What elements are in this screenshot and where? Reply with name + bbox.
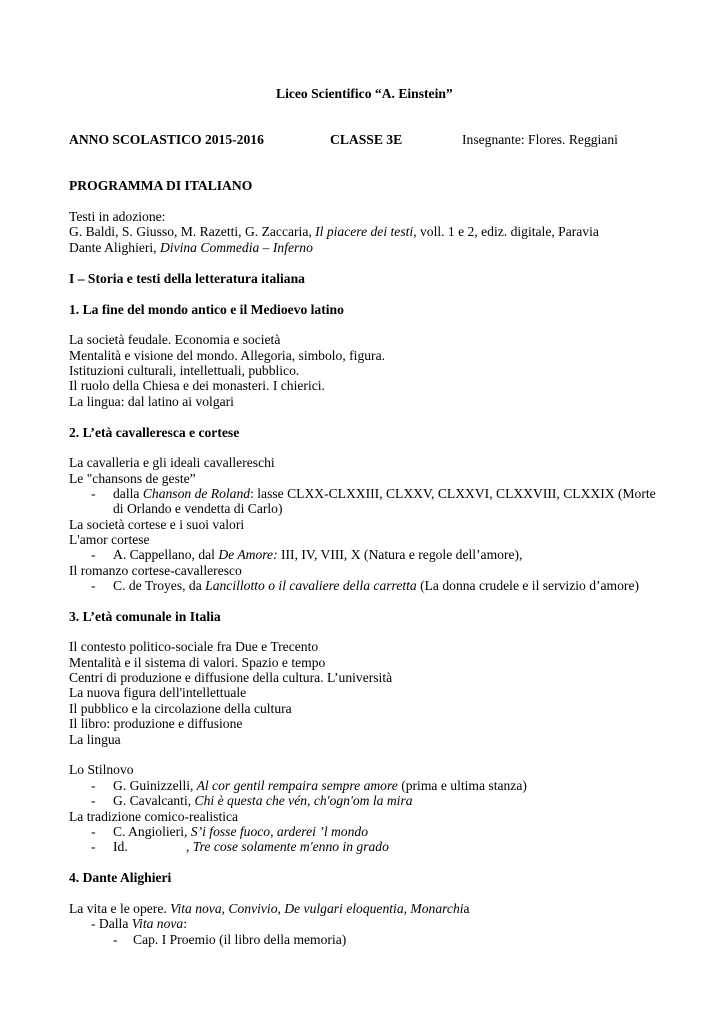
section-4-line: - Dalla Vita nova: <box>91 916 188 931</box>
section-2-line: Le "chansons de geste” <box>69 471 196 486</box>
bullet-item: A. Cappellano, dal De Amore: III, IV, VIII, X (Natura e regole dell’amore), <box>113 547 523 562</box>
bullet-item-continued: di Orlando e vendetta di Carlo) <box>113 501 283 516</box>
bullet-item: C. Angiolieri, S’i fosse fuoco, arderei ’l mondo <box>113 824 368 839</box>
bullet-dash: - <box>91 578 96 593</box>
section-1-line: La società feudale. Economia e società <box>69 332 281 347</box>
textbook-2: Dante Alighieri, Divina Commedia – Inferno <box>69 240 313 255</box>
comic-tradition-heading: La tradizione comico-realistica <box>69 809 239 824</box>
texts-label: Testi in adozione: <box>69 209 166 224</box>
section-3-line: Il contesto politico-sociale fra Due e Trecento <box>69 639 319 654</box>
bullet-dash: - <box>113 932 118 947</box>
bullet-item: G. Cavalcanti, Chi è questa che vén, ch'ogn'om la mira <box>113 793 413 808</box>
section-3-line: La lingua <box>69 732 121 747</box>
section-3-line: Centri di produzione e diffusione della cultura. L’università <box>69 670 393 685</box>
section-1-line: Il ruolo della Chiesa e dei monasteri. I chierici. <box>69 378 325 393</box>
section-2-line: La cavalleria e gli ideali cavallereschi <box>69 455 275 470</box>
section-1-title: 1. La fine del mondo antico e il Medioevo latino <box>69 302 344 317</box>
bullet-item: C. de Troyes, da Lancillotto o il cavaliere della carretta (La donna crudele e il servizio d’amore) <box>113 578 640 593</box>
section-3-line: Il libro: produzione e diffusione <box>69 716 243 731</box>
stilnovo-heading: Lo Stilnovo <box>69 762 134 777</box>
school-year: ANNO SCOLASTICO 2015-2016 <box>69 132 264 147</box>
section-1-line: La lingua: dal latino ai volgari <box>69 394 234 409</box>
section-2-line: La società cortese e i suoi valori <box>69 517 245 532</box>
bullet-dash: - <box>91 778 96 793</box>
section-3-line: Mentalità e il sistema di valori. Spazio e tempo <box>69 655 326 670</box>
section-1-line: Istituzioni culturali, intellettuali, pubblico. <box>69 363 300 378</box>
bullet-dash: - <box>91 793 96 808</box>
section-1-line: Mentalità e visione del mondo. Allegoria, simbolo, figura. <box>69 348 385 363</box>
bullet-item: Cap. I Proemio (il libro della memoria) <box>133 932 347 947</box>
bullet-item-id: Id. <box>113 839 128 854</box>
class-label: CLASSE 3E <box>330 132 403 147</box>
bullet-item: dalla Chanson de Roland: lasse CLXX-CLXXIII, CLXXV, CLXXVI, CLXXVIII, CLXXIX (Morte <box>113 486 656 501</box>
bullet-item: G. Guinizzelli, Al cor gentil rempaira sempre amore (prima e ultima stanza) <box>113 778 527 793</box>
part-1-title: I – Storia e testi della letteratura italiana <box>69 271 305 286</box>
section-3-line: La nuova figura dell'intellettuale <box>69 685 247 700</box>
textbook-1: G. Baldi, S. Giusso, M. Razetti, G. Zaccaria, Il piacere dei testi, voll. 1 e 2, ediz. digitale, Paravia <box>69 224 599 239</box>
section-4-title: 4. Dante Alighieri <box>69 870 172 885</box>
bullet-dash: - <box>91 547 96 562</box>
bullet-item-title: , Tre cose solamente m'enno in grado <box>186 839 389 854</box>
section-3-title: 3. L’età comunale in Italia <box>69 609 221 624</box>
bullet-dash: - <box>91 824 96 839</box>
section-3-line: Il pubblico e la circolazione della cultura <box>69 701 292 716</box>
section-2-line: Il romanzo cortese-cavalleresco <box>69 563 242 578</box>
teacher-label: Insegnante: Flores. Reggiani <box>462 132 618 147</box>
bullet-dash: - <box>91 839 96 854</box>
section-2-title: 2. L’età cavalleresca e cortese <box>69 425 240 440</box>
section-4-line: La vita e le opere. Vita nova, Convivio, De vulgari eloquentia, Monarchia <box>69 901 470 916</box>
section-2-line: L'amor cortese <box>69 532 150 547</box>
bullet-dash: - <box>91 486 96 501</box>
school-name: Liceo Scientifico “A. Einstein” <box>276 86 453 101</box>
program-title: PROGRAMMA DI ITALIANO <box>69 178 253 193</box>
